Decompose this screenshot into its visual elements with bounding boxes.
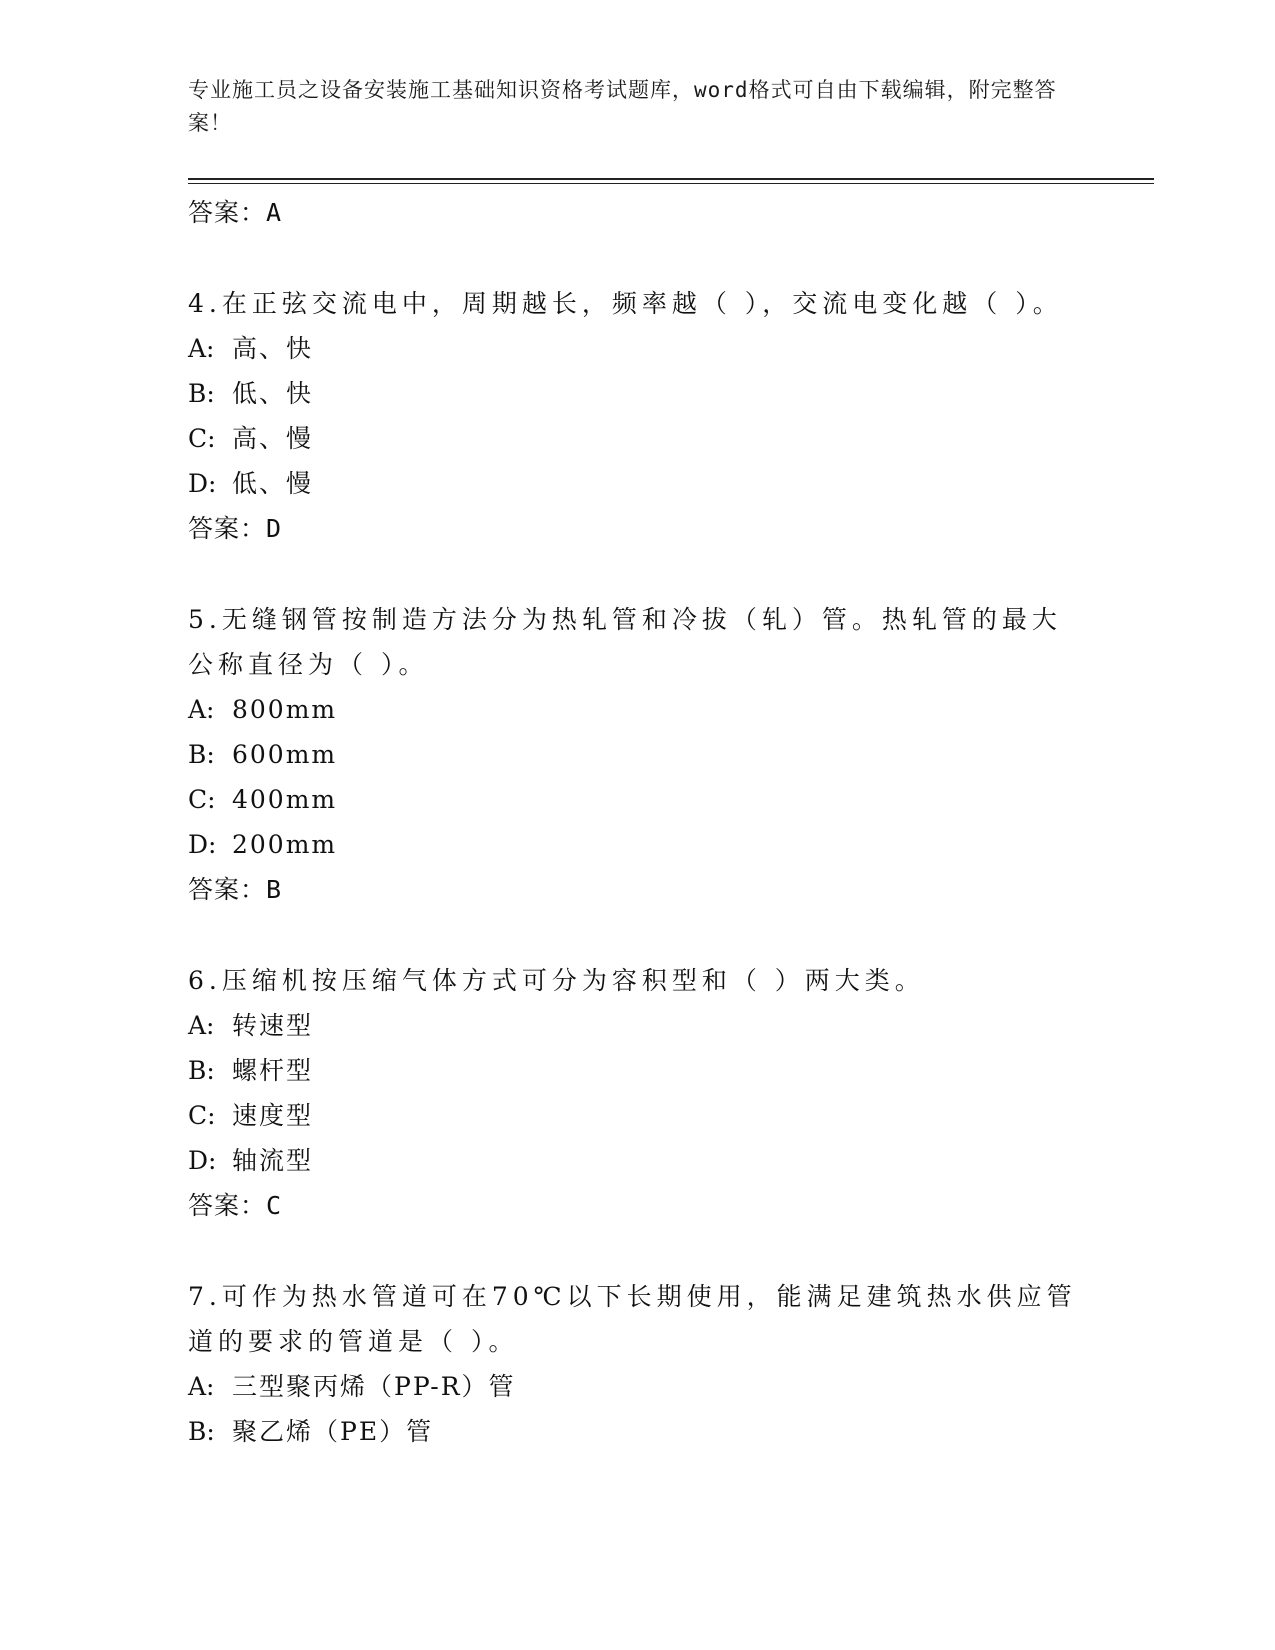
option-a	[188, 1003, 1088, 1048]
option-letter: B:	[188, 1417, 215, 1446]
question-stem: 7.可作为热水管道可在70℃以下长期使用，能满足建筑热水供应管道的要求的管道是（ ）。	[188, 1282, 1077, 1356]
question-list	[188, 190, 1088, 1454]
question-stem: 5.无缝钢管按制造方法分为热轧管和冷拔（轧）管。热轧管的最大公称直径为（ ）。	[188, 605, 1062, 679]
option-b	[188, 1048, 1088, 1093]
option-letter: A:	[188, 1011, 215, 1040]
option-text: 聚乙烯（PE）管	[232, 1417, 434, 1446]
option-text: 三型聚丙烯（PP-R）管	[232, 1372, 516, 1401]
option-text: 转速型	[232, 1011, 314, 1040]
question-5	[188, 597, 1088, 912]
option-letter: D:	[188, 830, 217, 859]
option-letter: A:	[188, 695, 215, 724]
question-stem: 4.在正弦交流电中，周期越长，频率越（ ），交流电变化越（ ）。	[188, 289, 1063, 318]
option-text: 低、慢	[232, 469, 314, 498]
answer: 答案：B	[188, 875, 283, 904]
option-b	[188, 371, 1088, 416]
option-letter: B:	[188, 740, 215, 769]
option-a	[188, 326, 1088, 371]
option-c	[188, 416, 1088, 461]
option-a	[188, 687, 1088, 732]
option-text: 高、慢	[232, 424, 314, 453]
option-text: 高、快	[232, 334, 314, 363]
option-text: 200mm	[232, 830, 338, 859]
document-header: 专业施工员之设备安装施工基础知识资格考试题库，word格式可自由下载编辑，附完整答案！	[188, 78, 1057, 135]
option-letter: C:	[188, 1101, 216, 1130]
option-text: 800mm	[232, 695, 338, 724]
option-letter: D:	[188, 1146, 217, 1175]
answer: 答案：D	[188, 514, 283, 543]
option-text: 低、快	[232, 379, 314, 408]
option-b	[188, 1409, 1088, 1454]
option-b	[188, 732, 1088, 777]
option-letter: B:	[188, 1056, 215, 1085]
option-d	[188, 1138, 1088, 1183]
option-a	[188, 1364, 1088, 1409]
option-d	[188, 461, 1088, 506]
option-c	[188, 1093, 1088, 1138]
option-letter: A:	[188, 334, 215, 363]
question-4	[188, 281, 1088, 551]
option-letter: C:	[188, 785, 216, 814]
answer: 答案：C	[188, 1191, 283, 1220]
option-text: 400mm	[232, 785, 338, 814]
question-6	[188, 958, 1088, 1228]
question-7	[188, 1274, 1088, 1454]
option-text: 600mm	[232, 740, 338, 769]
option-text: 螺杆型	[232, 1056, 314, 1085]
option-d	[188, 822, 1088, 867]
option-text: 轴流型	[232, 1146, 314, 1175]
answer-previous: 答案：A	[188, 198, 283, 227]
question-stem: 6.压缩机按压缩气体方式可分为容积型和（ ）两大类。	[188, 966, 925, 995]
header-divider-thick	[188, 178, 1154, 180]
option-text: 速度型	[232, 1101, 314, 1130]
header-divider-thin	[188, 183, 1154, 184]
option-letter: D:	[188, 469, 217, 498]
option-letter: C:	[188, 424, 216, 453]
option-letter: B:	[188, 379, 215, 408]
option-letter: A:	[188, 1372, 215, 1401]
option-c	[188, 777, 1088, 822]
